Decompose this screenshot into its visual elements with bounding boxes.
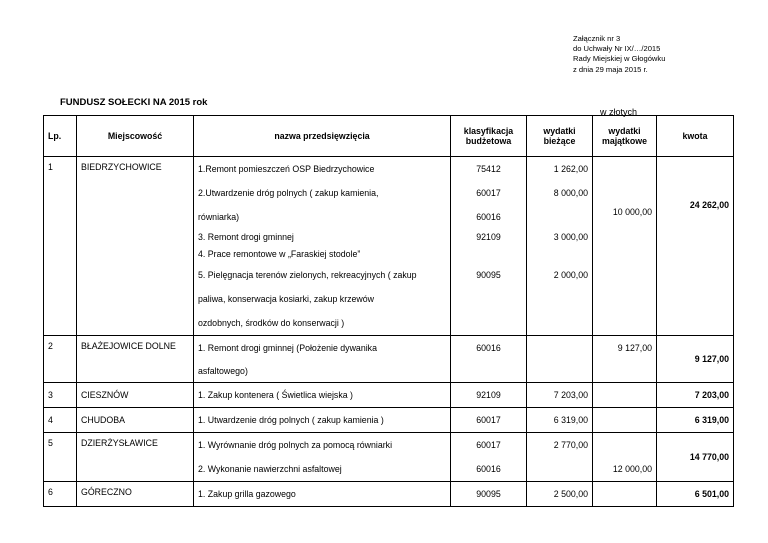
row-capital-expenses [593, 408, 657, 433]
row-current-expenses: 7 203,00 [527, 383, 593, 408]
row-classification: 60017 [451, 408, 527, 433]
col-amount: kwota [657, 116, 734, 157]
row-lp: 2 [44, 336, 77, 383]
annex-line-2: do Uchwały Nr IX/…/2015 [573, 44, 661, 54]
col-task: nazwa przedsięwzięcia [194, 116, 451, 157]
row-current-expenses: 6 319,00 [527, 408, 593, 433]
row-classifications: 60017 60016 [451, 433, 527, 482]
row-classification: 92109 [451, 383, 527, 408]
row-tasks: 1. Zakup grilla gazowego [194, 482, 451, 507]
row-amount: 6 319,00 [657, 408, 734, 433]
row-locality: GÓRECZNO [77, 482, 194, 507]
row-tasks: 1. Zakup kontenera ( Świetlica wiejska ) [194, 383, 451, 408]
annex-header [573, 34, 665, 75]
table-row [44, 482, 734, 507]
col-classification: klasyfikacja budżetowa [451, 116, 527, 157]
row-amount: 6 501,00 [657, 482, 734, 507]
annex-line-4: z dnia 29 maja 2015 r. [573, 64, 648, 74]
row-lp: 4 [44, 408, 77, 433]
row-capital-expenses [593, 482, 657, 507]
document-title: FUNDUSZ SOŁECKI NA 2015 rok [60, 97, 208, 108]
row-tasks: 1.Remont pomieszczeń OSP Biedrzychowice 2.Utwardzenie dróg polnych ( zakup kamienia, równiarka) 3. Remont drogi gminnej 4. Prace remontowe w „Faraskiej stodole” 5. Pielęgnacja terenów zielonych, rekreacyjnych ( zakup paliwa, konserwacja kosiarki, zakup krzewów ozdobnych, środków do konserwacji ) [194, 157, 451, 336]
row-locality: CIESZNÓW [77, 383, 194, 408]
table-row [44, 433, 734, 482]
row-locality: CHUDOBA [77, 408, 194, 433]
row-amount: 24 262,00 [657, 157, 734, 336]
row-locality: BŁAŻEJOWICE DOLNE [77, 336, 194, 383]
annex-line-3: Rady Miejskiej w Głogówku [573, 54, 666, 64]
row-lp: 3 [44, 383, 77, 408]
row-capital-expenses: 9 127,00 [593, 336, 657, 383]
table-row [44, 408, 734, 433]
fund-table [43, 115, 734, 507]
row-current-expenses [527, 336, 593, 383]
col-lp: Lp. [44, 116, 77, 157]
row-classifications: 75412 60017 60016 92109 90095 [451, 157, 527, 336]
row-amount: 9 127,00 [657, 336, 734, 383]
annex-line-1: Załącznik nr 3 [573, 34, 621, 43]
row-tasks: 1. Wyrównanie dróg polnych za pomocą równiarki 2. Wykonanie nawierzchni asfaltowej [194, 433, 451, 482]
row-current-expenses: 2 770,00 [527, 433, 593, 482]
row-tasks: 1. Utwardzenie dróg polnych ( zakup kamienia ) [194, 408, 451, 433]
row-lp: 5 [44, 433, 77, 482]
row-classification: 90095 [451, 482, 527, 507]
row-capital-expenses: 12 000,00 [593, 433, 657, 482]
col-locality: Miejscowość [77, 116, 194, 157]
header-row [44, 116, 734, 157]
row-tasks: 1. Remont drogi gminnej (Położenie dywanika asfaltowego) [194, 336, 451, 383]
row-capital-expenses [593, 383, 657, 408]
row-current-expenses: 2 500,00 [527, 482, 593, 507]
row-locality: DZIERŻYSŁAWICE [77, 433, 194, 482]
unit-note: w złotych [600, 107, 638, 117]
row-current-expenses: 1 262,00 8 000,00 3 000,00 2 000,00 [527, 157, 593, 336]
row-locality: BIEDRZYCHOWICE [77, 157, 194, 336]
col-capital-expenses: wydatki majątkowe [593, 116, 657, 157]
row-lp: 6 [44, 482, 77, 507]
row-amount: 7 203,00 [657, 383, 734, 408]
row-classification: 60016 [451, 336, 527, 383]
table-row [44, 336, 734, 383]
row-lp: 1 [44, 157, 77, 336]
table-row [44, 383, 734, 408]
row-amount: 14 770,00 [657, 433, 734, 482]
table-row [44, 157, 734, 336]
row-capital-expenses: 10 000,00 [593, 157, 657, 336]
col-current-expenses: wydatki bieżące [527, 116, 593, 157]
